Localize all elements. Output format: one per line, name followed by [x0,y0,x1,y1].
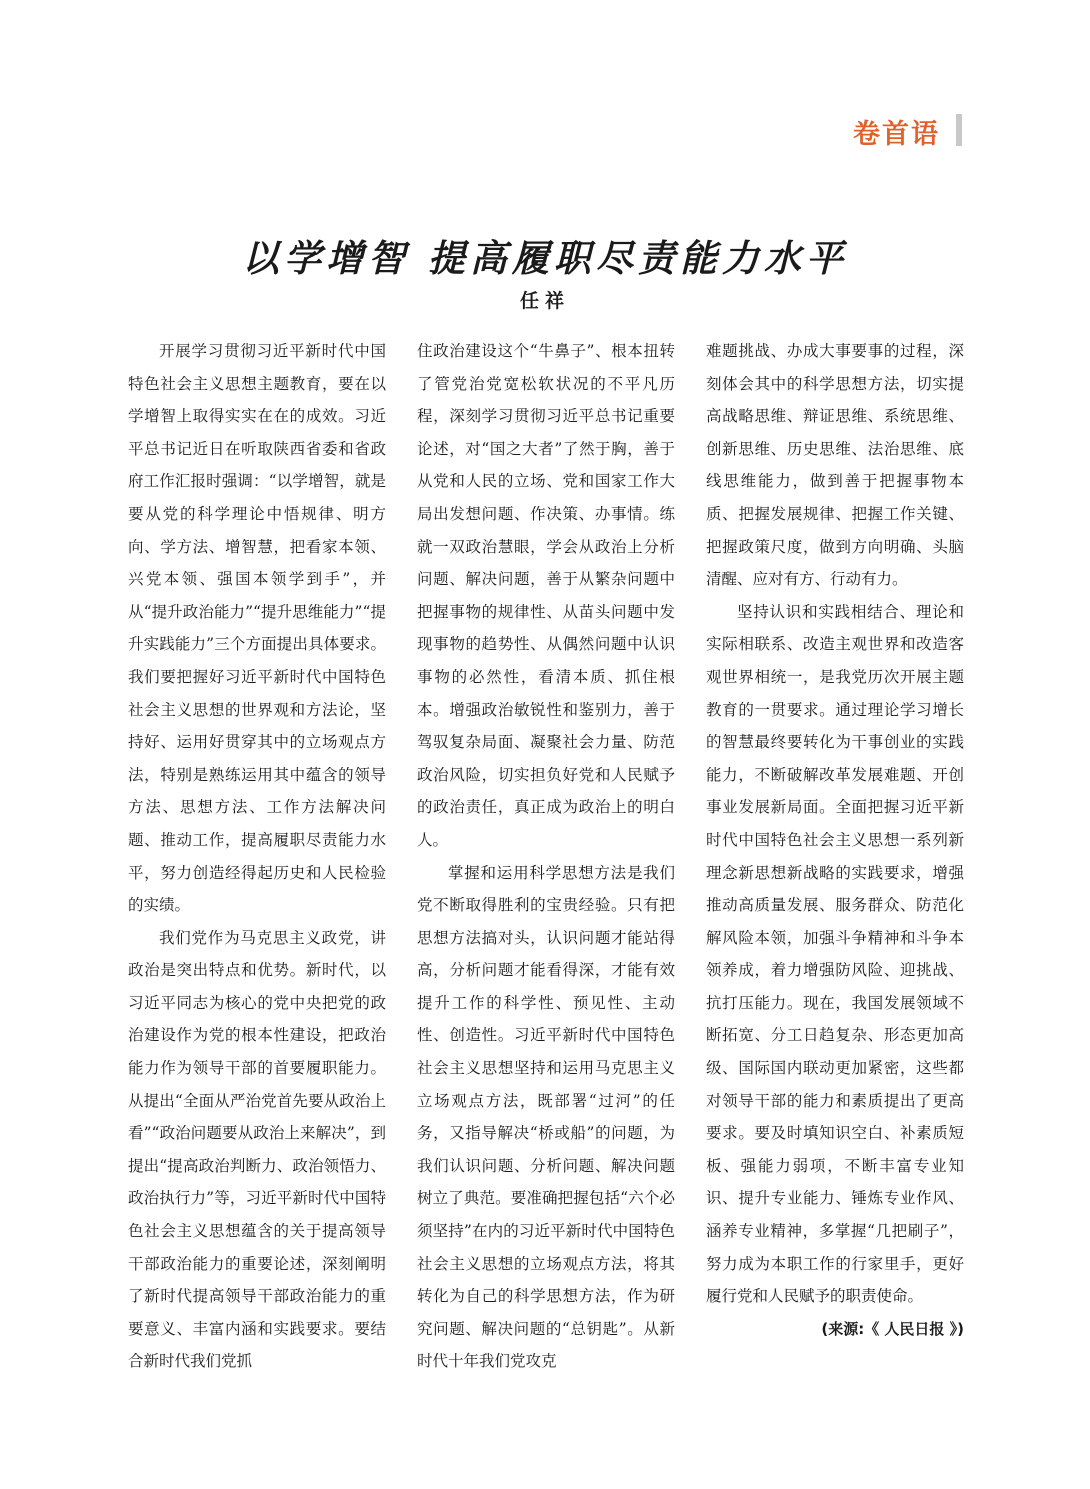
paragraph: 坚持认识和实践相结合、理论和实际相联系、改造主观世界和改造客观世界相统一，是我党历次开展主题教育的一贯要求。通过理论学习增长的智慧最终要转化为干事创业的实践能力，不断破解改革发展难题、开创事业发展新局面。全面把握习近平新时代中国特色社会主义思想一系列新理念新思想新战略的实践要求，增强推动高质量发展、服务群众、防范化解风险本领，加强斗争精神和斗争本领养成，着力增强防风险、迎挑战、抗打压能力。现在，我国发展领域不断拓宽、分工日趋复杂、形态更加高级、国际国内联动更加紧密，这些都对领导干部的能力和素质提出了更高要求。要及时填知识空白、补素质短板、强能力弱项，不断丰富专业知识、提升专业能力、锤炼专业作风、涵养专业精神，多掌握“几把刷子”，努力成为本职工作的行家里手，更好履行党和人民赋予的职责使命。 [706,602,964,1306]
article-column-3 [706,335,964,1345]
article-source: (来源:《 人民日报 》) [821,1319,964,1338]
paragraph-continued: 难题挑战、办成大事要事的过程，深刻体会其中的科学思想方法，切实提高战略思维、辩证思维、系统思维、创新思维、历史思维、法治思维、底线思维能力，做到善于把握事物本质、把握发展规律、把握工作关键、把握政策尺度，做到方向明确、头脑清醒、应对有方、行动有力。 [706,342,964,589]
paragraph: 掌握和运用科学思想方法是我们党不断取得胜利的宝贵经验。只有把思想方法搞对头，认识问题才能站得高，分析问题才能看得深，才能有效提升工作的科学性、预见性、主动性、创造性。习近平新时代中国特色社会主义思想坚持和运用马克思主义立场观点方法，既部署“过河”的任务，又指导解决“桥或船”的问题，为我们认识问题、分析问题、解决问题树立了典范。要准确把握包括“六个必须坚持”在内的习近平新时代中国特色社会主义思想的立场观点方法，将其转化为自己的科学思想方法，作为研究问题、解决问题的“总钥匙”。从新时代十年我们党攻克 [417,863,675,1371]
article-column-1 [128,335,386,1378]
article-title: 以学增智 提高履职尽责能力水平 [242,236,848,280]
paragraph-continued: 住政治建设这个“牛鼻子”、根本扭转了管党治党宽松软状况的不平凡历程，深刻学习贯彻习近平总书记重要论述，对“国之大者”了然于胸，善于从党和人民的立场、党和国家工作大局出发想问题、作决策、办事情。练就一双政治慧眼，学会从政治上分析问题、解决问题，善于从繁杂问题中把握事物的规律性、从苗头问题中发现事物的趋势性、从偶然问题中认识事物的必然性，看清本质、抓住根本。增强政治敏锐性和鉴别力，善于驾驭复杂局面、凝聚社会力量、防范政治风险，切实担负好党和人民赋予的政治责任，真正成为政治上的明白人。 [417,342,675,849]
section-label: 卷首语 [853,119,940,150]
article-column-2 [417,335,675,1378]
paragraph: 我们党作为马克思主义政党，讲政治是突出特点和优势。新时代，以习近平同志为核心的党中央把党的政治建设作为党的根本性建设，把政治能力作为领导干部的首要履职能力。从提出“全面从严治党首先要从政治上看”“政治问题要从政治上来解决”，到提出“提高政治判断力、政治领悟力、政治执行力”等，习近平新时代中国特色社会主义思想蕴含的关于提高领导干部政治能力的重要论述，深刻阐明了新时代提高领导干部政治能力的重要意义、丰富内涵和实践要求。要结合新时代我们党抓 [128,928,386,1371]
paragraph: 开展学习贯彻习近平新时代中国特色社会主义思想主题教育，要在以学增智上取得实实在在的成效。习近平总书记近日在听取陕西省委和省政府工作汇报时强调：“以学增智，就是要从党的科学理论中悟规律、明方向、学方法、增智慧，把看家本领、兴党本领、强国本领学到手”，并从“提升政治能力”“提升思维能力”“提升实践能力”三个方面提出具体要求。我们要把握好习近平新时代中国特色社会主义思想的世界观和方法论，坚持好、运用好贯穿其中的立场观点方法，特别是熟练运用其中蕴含的领导方法、思想方法、工作方法解决问题、推动工作，提高履职尽责能力水平，努力创造经得起历史和人民检验的实绩。 [128,342,386,915]
section-divider-bar [956,114,962,146]
article-author: 任祥 [519,290,570,312]
